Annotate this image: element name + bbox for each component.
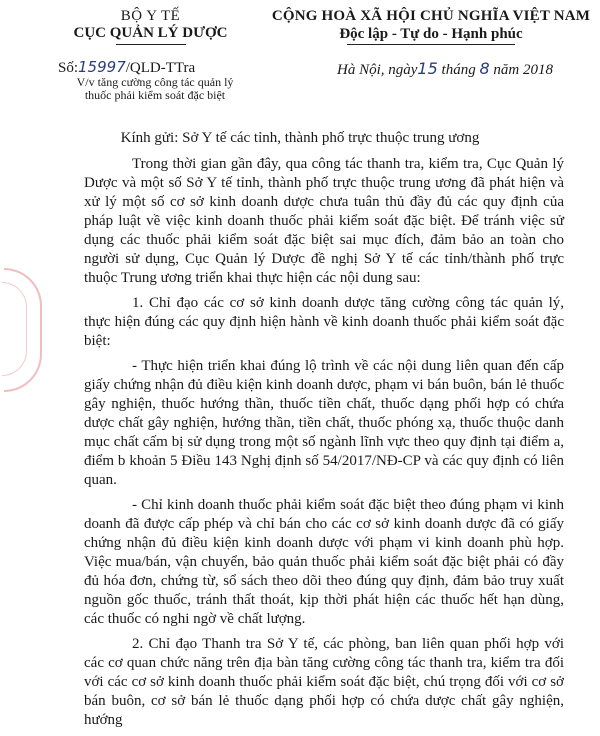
document-number-prefix: Số: — [58, 60, 79, 76]
stamp-mark-inner — [2, 282, 27, 376]
subject-line-1: V/v tăng cường công tác quản lý — [76, 75, 234, 89]
national-motto: Độc lập - Tự do - Hạnh phúc — [339, 26, 523, 42]
date-month-label: tháng — [441, 62, 476, 78]
department-name: CỤC QUẢN LÝ DƯỢC — [73, 25, 228, 41]
motto-underline — [347, 44, 515, 45]
document-number-suffix: /QLD-TTra — [125, 60, 196, 76]
paragraph-bullet-2: - Chỉ kinh doanh thuốc phải kiểm soát đặc biệt theo đúng phạm vi kinh doanh đã được cấp phép và chỉ bán cho các cơ sở kinh doanh dược đã có giấy chứng nhận đủ điều kiện kinh doanh dược với phạm vi kinh doanh phù hợp. Việc mua/bán, vận chuyển, bảo quản thuốc phải kiểm soát đặc biệt phải có đầy đủ hóa đơn, chứng từ, sổ sách theo dõi theo đúng quy định, đảm bảo truy xuất nguồn gốc thuốc, tránh thất thoát, kịp thời phát hiện các thuốc hết hạn dùng, các thuốc có nghi ngờ về chất lượng. — [84, 497, 564, 627]
paragraph-item-2: 2. Chỉ đạo Thanh tra Sở Y tế, các phòng, ban liên quan phối hợp với các cơ quan chức năng trên địa bàn tăng cường công tác thanh tra, kiểm tra đối với các cơ sở kinh doanh thuốc phải kiểm soát đặc biệt, chú trọng đối với cơ sở bán buôn, cơ sở bán lẻ thuốc dạng phối hợp có chứa dược chất gây nghiện, hướng — [84, 636, 564, 728]
document-subject — [45, 76, 265, 102]
recipient-greeting: Kính gửi: Sở Y tế các tỉnh, thành phố trực thuộc trung ương — [120, 130, 480, 146]
paragraph-item-1: 1. Chỉ đạo các cơ sở kinh doanh dược tăng cường công tác quản lý, thực hiện đúng các quy định hiện hành về kinh doanh thuốc phải kiểm soát đặc biệt: — [84, 295, 564, 349]
date-day-handwritten: 15 — [417, 59, 438, 78]
document-body — [84, 155, 564, 736]
date-year: năm 2018 — [493, 62, 553, 78]
subject-line-2: thuốc phải kiểm soát đặc biệt — [84, 88, 226, 102]
date-month-handwritten: 8 — [479, 59, 490, 78]
ministry-name: BỘ Y TẾ — [120, 8, 181, 24]
issuer-underline — [116, 44, 186, 45]
paragraph-intro: Trong thời gian gần đây, qua công tác thanh tra, kiểm tra, Cục Quản lý Dược và một số Sở Y tế tỉnh, thành phố trực thuộc trung ương đã phát hiện và xử lý một số cơ sở kinh doanh dược chưa tuân thủ đầy đủ các quy định của pháp luật về việc kinh doanh thuốc phải kiểm soát đặc biệt. Để tránh việc sử dụng các thuốc phải kiểm soát đặc biệt sai mục đích, đảm bảo an toàn cho người sử dụng, Cục Quản lý Dược đề nghị Sở Y tế các tỉnh/thành phố trực thuộc Trung ương triển khai thực hiện các nội dung sau: — [84, 156, 564, 286]
document-date — [300, 60, 590, 79]
date-place: Hà Nội, ngày — [337, 62, 418, 78]
nation-name: CỘNG HOÀ XÃ HỘI CHỦ NGHĨA VIỆT NAM — [271, 8, 591, 24]
national-header — [270, 8, 592, 45]
paragraph-bullet-1: - Thực hiện triển khai đúng lộ trình về các nội dung liên quan đến cấp giấy chứng nhận đủ điều kiện kinh doanh dược, phạm vi bán buôn, bán lẻ thuốc gây nghiện, thuốc hướng thần, thuốc tiền chất, thuốc dạng phối hợp có chứa dược chất gây nghiện, hướng thần, tiền chất, thuốc phóng xạ, thuốc thuộc danh mục chất cấm bị sử dụng trong một số ngành lĩnh vực theo quy định tại điểm a, điểm b khoản 5 Điều 143 Nghị định số 54/2017/NĐ-CP và các quy định có liên quan. — [84, 358, 564, 488]
issuer-block — [48, 8, 253, 45]
document-number-handwritten: 15997 — [78, 58, 126, 76]
